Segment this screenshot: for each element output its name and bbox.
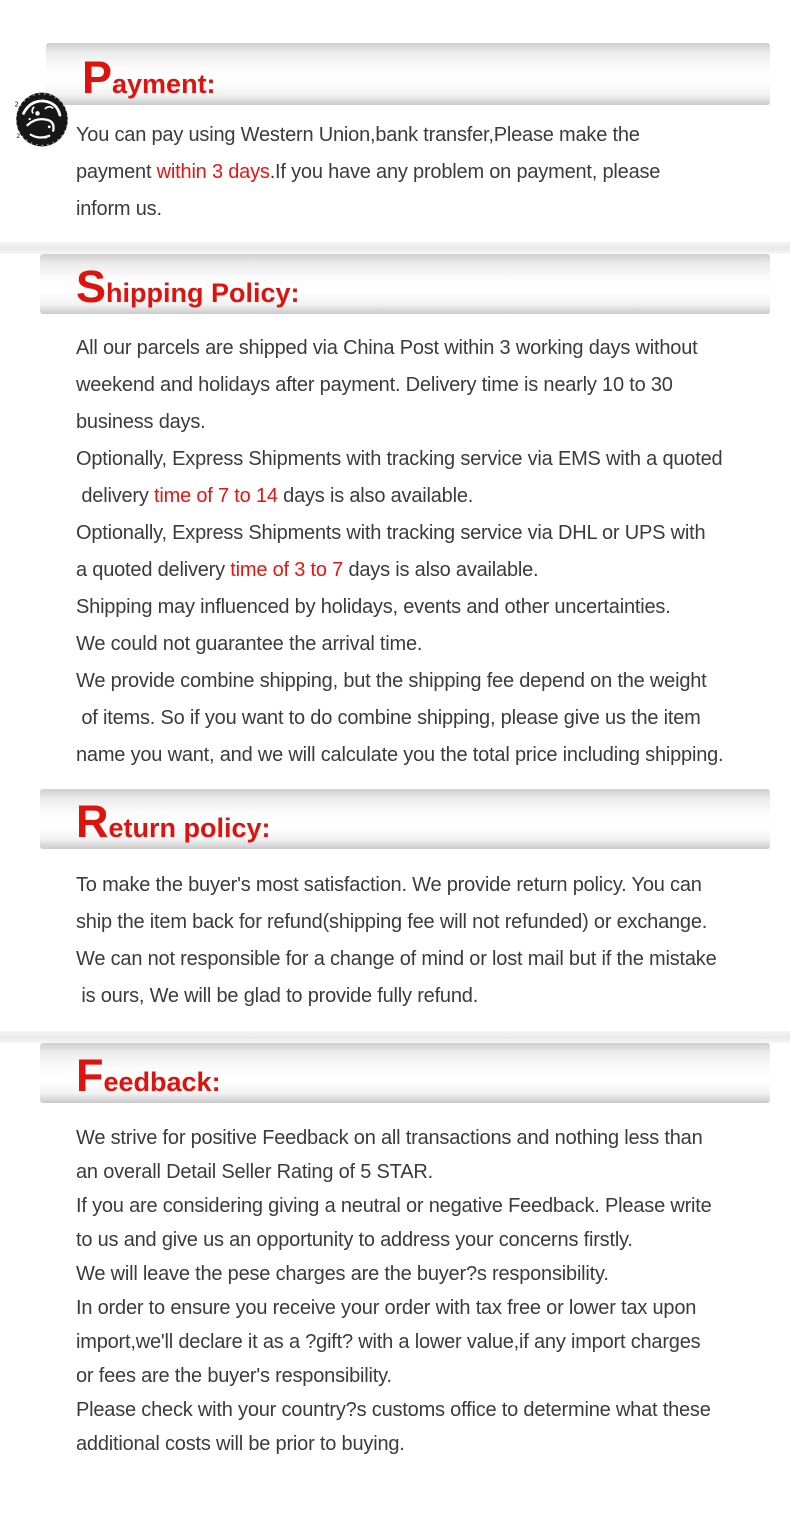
section-body-return (0, 867, 790, 1015)
text-segment: name you want, and we will calculate you the total price including shipping. (76, 744, 724, 766)
text-line (76, 1325, 782, 1359)
dragon-seal-icon (14, 89, 70, 149)
section-title-rest: eturn policy: (108, 813, 271, 843)
text-segment: You can pay using Western Union,bank transfer,Please make the (76, 124, 640, 146)
text-line (76, 1427, 782, 1461)
section-title-initial: P (82, 52, 113, 103)
text-line (76, 1257, 782, 1291)
text-line (76, 330, 782, 367)
highlight-red: within 3 days (156, 161, 270, 183)
section-title-initial: S (76, 261, 107, 312)
text-segment: Shipping may influenced by holidays, events and other uncertainties. (76, 596, 671, 618)
text-segment: If you are considering giving a neutral or negative Feedback. Please write (76, 1195, 712, 1217)
text-segment: days is also available. (277, 485, 474, 507)
divider-band (0, 1031, 790, 1043)
policy-page (0, 43, 790, 1536)
text-segment: We strive for positive Feedback on all transactions and nothing less than (76, 1127, 703, 1149)
text-segment: delivery (76, 485, 155, 507)
text-segment: ship the item back for refund(shipping fee will not refunded) or exchange. (76, 911, 708, 933)
svg-text:2: 2 (16, 133, 21, 141)
text-line (76, 367, 782, 404)
section-shipping (0, 242, 790, 774)
section-title-initial: R (76, 796, 109, 847)
text-line (76, 478, 782, 515)
text-line (76, 663, 782, 700)
section-header-bar-return (40, 789, 770, 849)
section-title-rest: hipping Policy: (106, 278, 300, 308)
text-segment: additional costs will be prior to buying. (76, 1433, 405, 1455)
section-body-feedback (0, 1121, 790, 1461)
highlight-red: time of 3 to 7 (230, 559, 344, 581)
text-segment: days is also available. (343, 559, 539, 581)
text-line (76, 552, 782, 589)
svg-text:2: 2 (14, 100, 19, 109)
section-title-feedback (76, 1050, 221, 1101)
text-segment: To make the buyer's most satisfaction. We provide return policy. You can (76, 874, 702, 896)
text-segment: Optionally, Express Shipments with tracking service via EMS with a quoted (76, 448, 723, 470)
section-body-shipping (0, 330, 790, 774)
text-segment: inform us. (76, 198, 162, 220)
section-header-bar-feedback (40, 1043, 770, 1103)
text-line (76, 737, 782, 774)
section-feedback (0, 1031, 790, 1461)
text-line (76, 904, 782, 941)
text-segment: We can not responsible for a change of mind or lost mail but if the mistake (76, 948, 717, 970)
policy-sections (0, 43, 790, 1461)
text-segment: of items. So if you want to do combine shipping, please give us the item (76, 707, 701, 729)
text-segment: In order to ensure you receive your order with tax free or lower tax upon (76, 1297, 697, 1319)
text-line (76, 515, 782, 552)
text-line (76, 626, 782, 663)
section-body-payment (0, 117, 790, 228)
text-line (76, 191, 782, 228)
text-segment: We could not guarantee the arrival time. (76, 633, 423, 655)
section-title-shipping (76, 261, 300, 312)
section-title-initial: F (76, 1050, 104, 1101)
section-title-return (76, 796, 271, 847)
text-segment: to us and give us an opportunity to address your concerns firstly. (76, 1229, 633, 1251)
text-segment: weekend and holidays after payment. Delivery time is nearly 10 to 30 (76, 374, 673, 396)
text-segment: All our parcels are shipped via China Post within 3 working days without (76, 337, 698, 359)
text-line (76, 1155, 782, 1189)
text-line (76, 117, 782, 154)
section-title-rest: ayment: (112, 69, 216, 99)
section-title-payment (82, 52, 216, 103)
section-return (0, 789, 790, 1015)
text-segment: business days. (76, 411, 206, 433)
text-line (76, 1189, 782, 1223)
text-line (76, 404, 782, 441)
text-line (76, 1359, 782, 1393)
text-segment: a quoted delivery (76, 559, 231, 581)
text-line (76, 589, 782, 626)
text-line (76, 154, 782, 191)
text-segment: Optionally, Express Shipments with tracking service via DHL or UPS with (76, 522, 706, 544)
text-line (76, 1223, 782, 1257)
text-segment: We provide combine shipping, but the shipping fee depend on the weight (76, 670, 707, 692)
text-line (76, 1291, 782, 1325)
text-segment: We will leave the pese charges are the buyer?s responsibility. (76, 1263, 609, 1285)
text-line (76, 941, 782, 978)
divider-band (0, 242, 790, 254)
text-segment: is ours, We will be glad to provide fully refund. (76, 985, 479, 1007)
text-segment: an overall Detail Seller Rating of 5 STAR. (76, 1161, 433, 1183)
text-segment: or fees are the buyer's responsibility. (76, 1365, 392, 1387)
text-line (76, 1393, 782, 1427)
section-payment (0, 43, 790, 228)
text-line (76, 867, 782, 904)
text-line (76, 1121, 782, 1155)
text-line (76, 978, 782, 1015)
text-segment: Please check with your country?s customs office to determine what these (76, 1399, 711, 1421)
highlight-red: time of 7 to 14 (154, 485, 278, 507)
section-header-bar-payment (46, 43, 770, 105)
section-header-bar-shipping (40, 254, 770, 314)
text-segment: import,we'll declare it as a ?gift? with a lower value,if any import charges (76, 1331, 701, 1353)
text-segment: payment (76, 161, 157, 183)
section-title-rest: eedback: (103, 1067, 221, 1097)
text-line (76, 441, 782, 478)
text-line (76, 700, 782, 737)
text-segment: .If you have any problem on payment, please (269, 161, 661, 183)
